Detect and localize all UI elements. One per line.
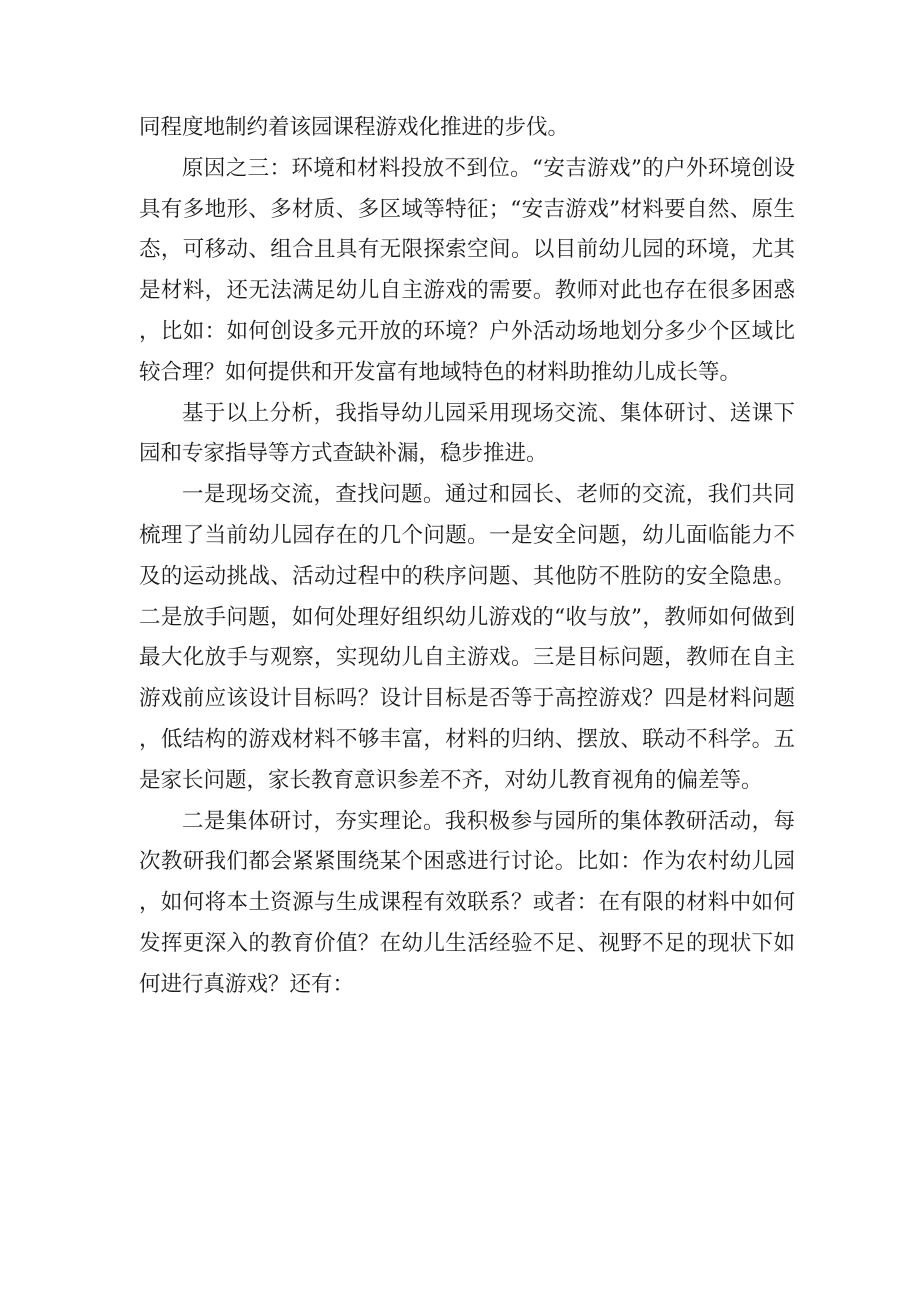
paragraph-reason-three: 原因之三：环境和材料投放不到位。“安吉游戏”的户外环境创设具有多地形、多材质、多区域等特征；“安吉游戏”材料要自然、原生态，可移动、组合且具有无限探索空间。以目前幼儿园的环境，尤其是材料，还无法满足幼儿自主游戏的需要。教师对此也存在很多困惑，比如：如何创设多元开放的环境？户外活动场地划分多少个区域比较合理？如何提供和开发富有地域特色的材料助推幼儿成长等。 (139, 155, 795, 385)
body-text (139, 108, 795, 1006)
paragraph-analysis: 基于以上分析，我指导幼儿园采用现场交流、集体研讨、送课下园和专家指导等方式查缺补漏，稳步推进。 (139, 400, 795, 467)
paragraph-field-exchange: 一是现场交流，查找问题。通过和园长、老师的交流，我们共同梳理了当前幼儿园存在的几个问题。一是安全问题，幼儿面临能力不及的运动挑战、活动过程中的秩序问题、其他防不胜防的安全隐患。二是放手问题，如何处理好组织幼儿游戏的“收与放”，教师如何做到最大化放手与观察，实现幼儿自主游戏。三是目标问题，教师在自主游戏前应该设计目标吗？设计目标是否等于高控游戏？四是材料问题，低结构的游戏材料不够丰富，材料的归纳、摆放、联动不科学。五是家长问题，家长教育意识参差不齐，对幼儿教育视角的偏差等。 (139, 482, 795, 793)
paragraph-group-research: 二是集体研讨，夯实理论。我积极参与园所的集体教研活动，每次教研我们都会紧紧围绕某个困惑进行讨论。比如：作为农村幼儿园，如何将本土资源与生成课程有效联系？或者：在有限的材料中如何发挥更深入的教育价值？在幼儿生活经验不足、视野不足的现状下如何进行真游戏？还有： (139, 808, 795, 997)
paragraph-continued: 同程度地制约着该园课程游戏化推进的步伐。 (139, 115, 570, 140)
